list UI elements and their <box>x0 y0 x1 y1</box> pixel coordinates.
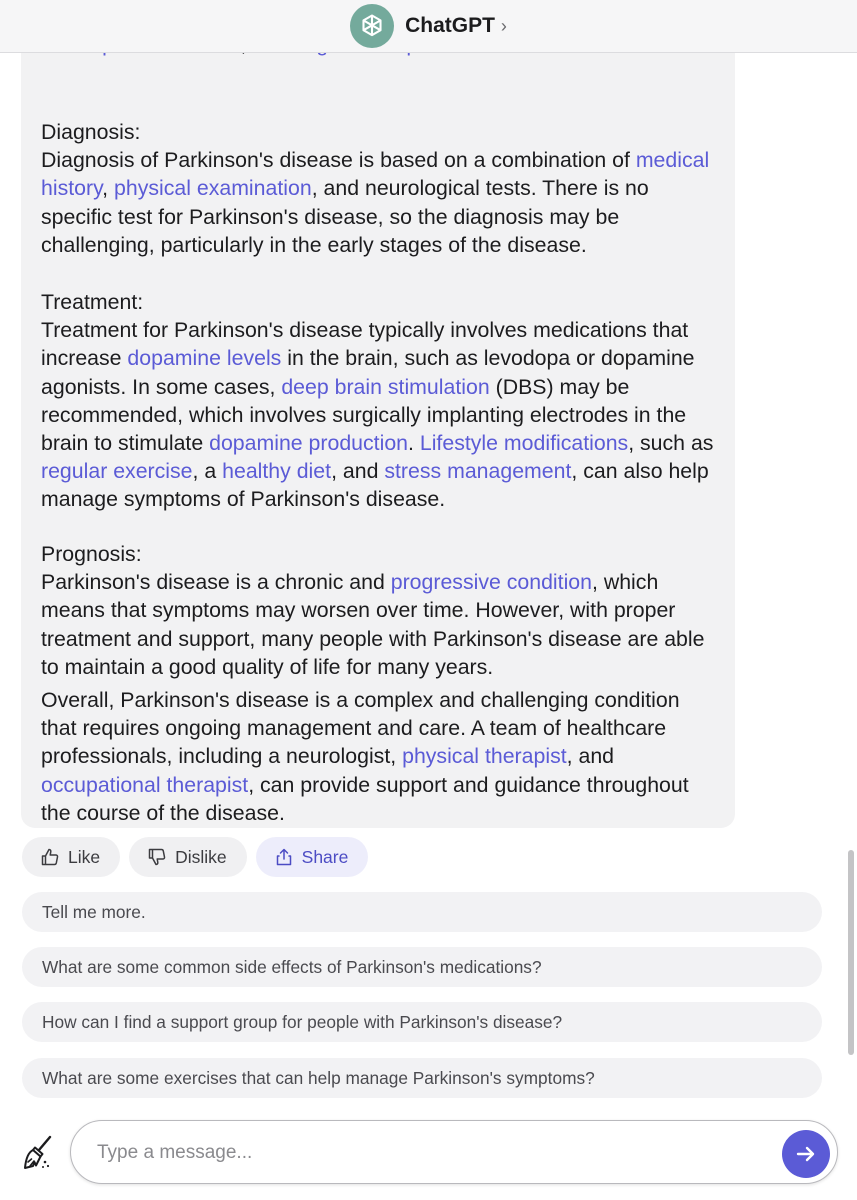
suggestion-chip[interactable] <box>22 892 822 932</box>
share-label: Share <box>301 846 349 867</box>
message-text: (DBS) may be recommended, which involves surgically implanting electrodes in the brain to stimulate <box>41 374 687 456</box>
thumbs-down-icon <box>147 847 167 867</box>
inline-link[interactable]: healthy diet <box>222 459 332 484</box>
arrow-right-icon <box>794 1142 818 1166</box>
message-text: , and <box>331 459 385 484</box>
message-input-container <box>70 1120 838 1184</box>
scrollbar[interactable] <box>848 850 854 1055</box>
message-text: , such as <box>628 431 714 456</box>
message-text: Parkinson's disease is a chronic and <box>41 570 391 595</box>
section-heading: Diagnosis: <box>41 120 141 144</box>
inline-link[interactable]: physical therapist <box>402 744 567 769</box>
share-icon <box>274 847 294 867</box>
inline-link[interactable]: physical examination <box>114 176 312 201</box>
inline-link[interactable]: dopamine production <box>209 431 409 456</box>
section-paragraph <box>41 146 717 259</box>
thumbs-up-icon <box>40 847 60 867</box>
message-text: , and <box>566 744 615 769</box>
section-heading: Prognosis: <box>41 542 142 566</box>
message-text: Treatment for Parkinson's disease typically involves medications that increase <box>41 318 689 371</box>
message-section <box>41 686 717 827</box>
send-button[interactable] <box>782 1130 830 1178</box>
section-paragraph <box>41 686 717 827</box>
message-text: , which means that symptoms may worsen over time. However, with proper treatment and support, many people with Parkinson's disease are able to maintain a good quality of life for many years. <box>41 570 705 679</box>
like-button[interactable] <box>22 837 120 877</box>
chat-header[interactable] <box>0 0 857 53</box>
dislike-button[interactable] <box>129 837 247 877</box>
section-heading: Treatment: <box>41 290 144 314</box>
inline-link[interactable]: regular exercise <box>41 459 193 484</box>
suggestion-text: What are some exercises that can help manage Parkinson's symptoms? <box>42 1067 595 1088</box>
inline-link[interactable]: occupational therapist <box>41 772 249 797</box>
inline-link[interactable]: medical history <box>41 148 710 201</box>
share-button[interactable] <box>256 837 369 877</box>
message-section <box>41 540 717 681</box>
message-text: , and neurological tests. There is no specific test for Parkinson's disease, so the diagnosis may be challenging, particularly in the early stages of the disease. <box>41 176 649 257</box>
suggestion-text: What are some common side effects of Parkinson's medications? <box>42 956 542 977</box>
inline-link[interactable]: dopamine levels <box>127 346 282 371</box>
message-text: Diagnosis of Parkinson's disease is based on a combination of <box>41 148 636 173</box>
suggestion-chip[interactable] <box>22 1002 822 1042</box>
inline-link[interactable]: Lifestyle modifications <box>419 431 629 456</box>
inline-link[interactable]: progressive condition <box>390 570 592 595</box>
dislike-label: Dislike <box>175 846 227 867</box>
chat-title[interactable]: ChatGPT <box>405 14 495 37</box>
message-section <box>41 118 717 259</box>
message-text: in the brain, such as levodopa or dopamine agonists. In some cases, <box>41 346 695 399</box>
inline-link[interactable]: deep brain stimulation <box>281 374 490 399</box>
section-paragraph <box>41 316 717 513</box>
message-text: Overall, Parkinson's disease is a complex and challenging condition that requires ongoing management and care. A team of healthcare professionals, including a neurologist, <box>41 688 680 769</box>
message-section <box>41 288 717 514</box>
message-input[interactable] <box>95 1135 759 1171</box>
message-text: . <box>408 431 420 456</box>
suggestion-text: Tell me more. <box>42 901 146 922</box>
clear-chat-broom-icon[interactable] <box>22 1135 56 1171</box>
like-label: Like <box>68 846 101 867</box>
message-text: , can provide support and guidance throughout the course of the disease. <box>41 772 689 825</box>
inline-link[interactable]: stress management <box>384 459 572 484</box>
message-text: , <box>102 176 114 201</box>
suggestion-text: How can I find a support group for people with Parkinson's disease? <box>42 1011 563 1032</box>
suggestion-chip[interactable] <box>22 1058 822 1098</box>
openai-logo-icon <box>350 4 394 48</box>
suggestion-chip[interactable] <box>22 947 822 987</box>
assistant-message-bubble <box>21 15 735 828</box>
chevron-right-icon[interactable]: › <box>500 15 507 36</box>
message-text: , a <box>192 459 223 484</box>
message-text: , can also help manage symptoms of Parkinson's disease. <box>41 459 709 512</box>
reaction-bar <box>22 837 368 877</box>
section-paragraph <box>41 568 717 681</box>
